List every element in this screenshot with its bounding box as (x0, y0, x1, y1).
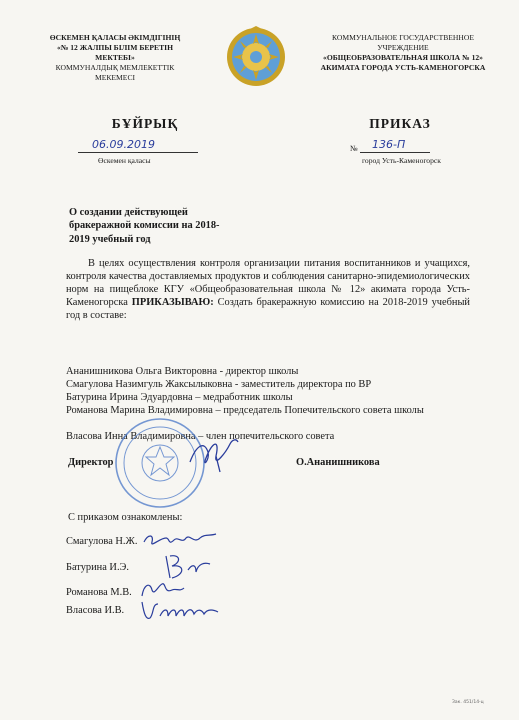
member-item: Ананишникова Ольга Викторовна - директор школы (66, 366, 299, 377)
header-left-line3: КОММУНАЛДЫҚ МЕМЛЕКЕТТІК МЕКЕМЕСІ (55, 63, 175, 82)
order-number: 136-П (372, 138, 406, 151)
number-sign: № (350, 144, 358, 153)
order-date: 06.09.2019 (92, 138, 155, 151)
order-label-kz: БҰЙРЫҚ (111, 116, 179, 131)
city-ru: город Усть-Каменогорск (362, 156, 441, 165)
city-kz: Өскемен қаласы (98, 156, 151, 165)
footer-note: Зак. 451/14-ц (452, 700, 484, 705)
header-right-line1: КОММУНАЛЬНОЕ ГОСУДАРСТВЕННОЕ УЧРЕЖДЕНИЕ (331, 33, 475, 52)
member-item: Смагулова Назимгуль Жаксылыковна - заместитель директора по ВР (66, 379, 372, 390)
member-item: Батурина Ирина Эдуардовна – медработник школы (66, 392, 293, 403)
date-underline (78, 152, 198, 153)
order-body (66, 258, 470, 323)
header-left-kz (40, 33, 190, 83)
order-word: ПРИКАЗЫВАЮ: (131, 296, 214, 308)
order-rest: Создать бракеражную комиссию на 2018-2019 учебный год в составе: (66, 296, 470, 321)
header-left-line2: «№ 12 ЖАЛПЫ БІЛІМ БЕРЕТІН МЕКТЕБІ» (56, 43, 174, 62)
signature-icon (140, 526, 220, 552)
header-right-ru (313, 33, 493, 73)
ack-name: Смагулова Н.Ж. (66, 536, 138, 547)
ack-name: Романова М.В. (66, 587, 132, 598)
ack-name: Власова И.В. (66, 605, 125, 616)
ack-name: Батурина И.Э. (66, 562, 129, 573)
director-name: О.Ананишникова (296, 457, 380, 468)
body-paragraph: В целях осуществления контроля организации питания воспитанников и учащихся, контроля качества доставляемых продуктов и соблюдения санитарно-эпидемиологических норм на пищеблоке КГУ «Общеобразовательная школа № 12» акимата города Усть-Каменогорска (66, 258, 470, 308)
state-emblem-icon (225, 26, 287, 88)
member-item: Власова Инна Владимировна – член попечительского совета (66, 431, 335, 442)
header-left-line1: ӨСКЕМЕН ҚАЛАСЫ ӘКІМДІГІНІҢ (49, 33, 181, 42)
order-title: О создании действующей бракеражной комиссии на 2018-2019 учебный год (69, 207, 220, 245)
member-item: Романова Марина Владимировна – председатель Попечительского совета школы (66, 405, 424, 416)
director-label: Директор (68, 457, 114, 468)
number-underline (360, 152, 430, 153)
acknowledged-heading: С приказом ознакомлены: (68, 512, 183, 523)
director-signature-icon (186, 432, 246, 476)
header-right-line2: «ОБЩЕОБРАЗОВАТЕЛЬНАЯ ШКОЛА № 12» АКИМАТА ГОРОДА УСТЬ-КАМЕНОГОРСКА (320, 53, 486, 72)
order-label-ru: ПРИКАЗ (369, 116, 431, 131)
signature-icon (138, 596, 228, 624)
